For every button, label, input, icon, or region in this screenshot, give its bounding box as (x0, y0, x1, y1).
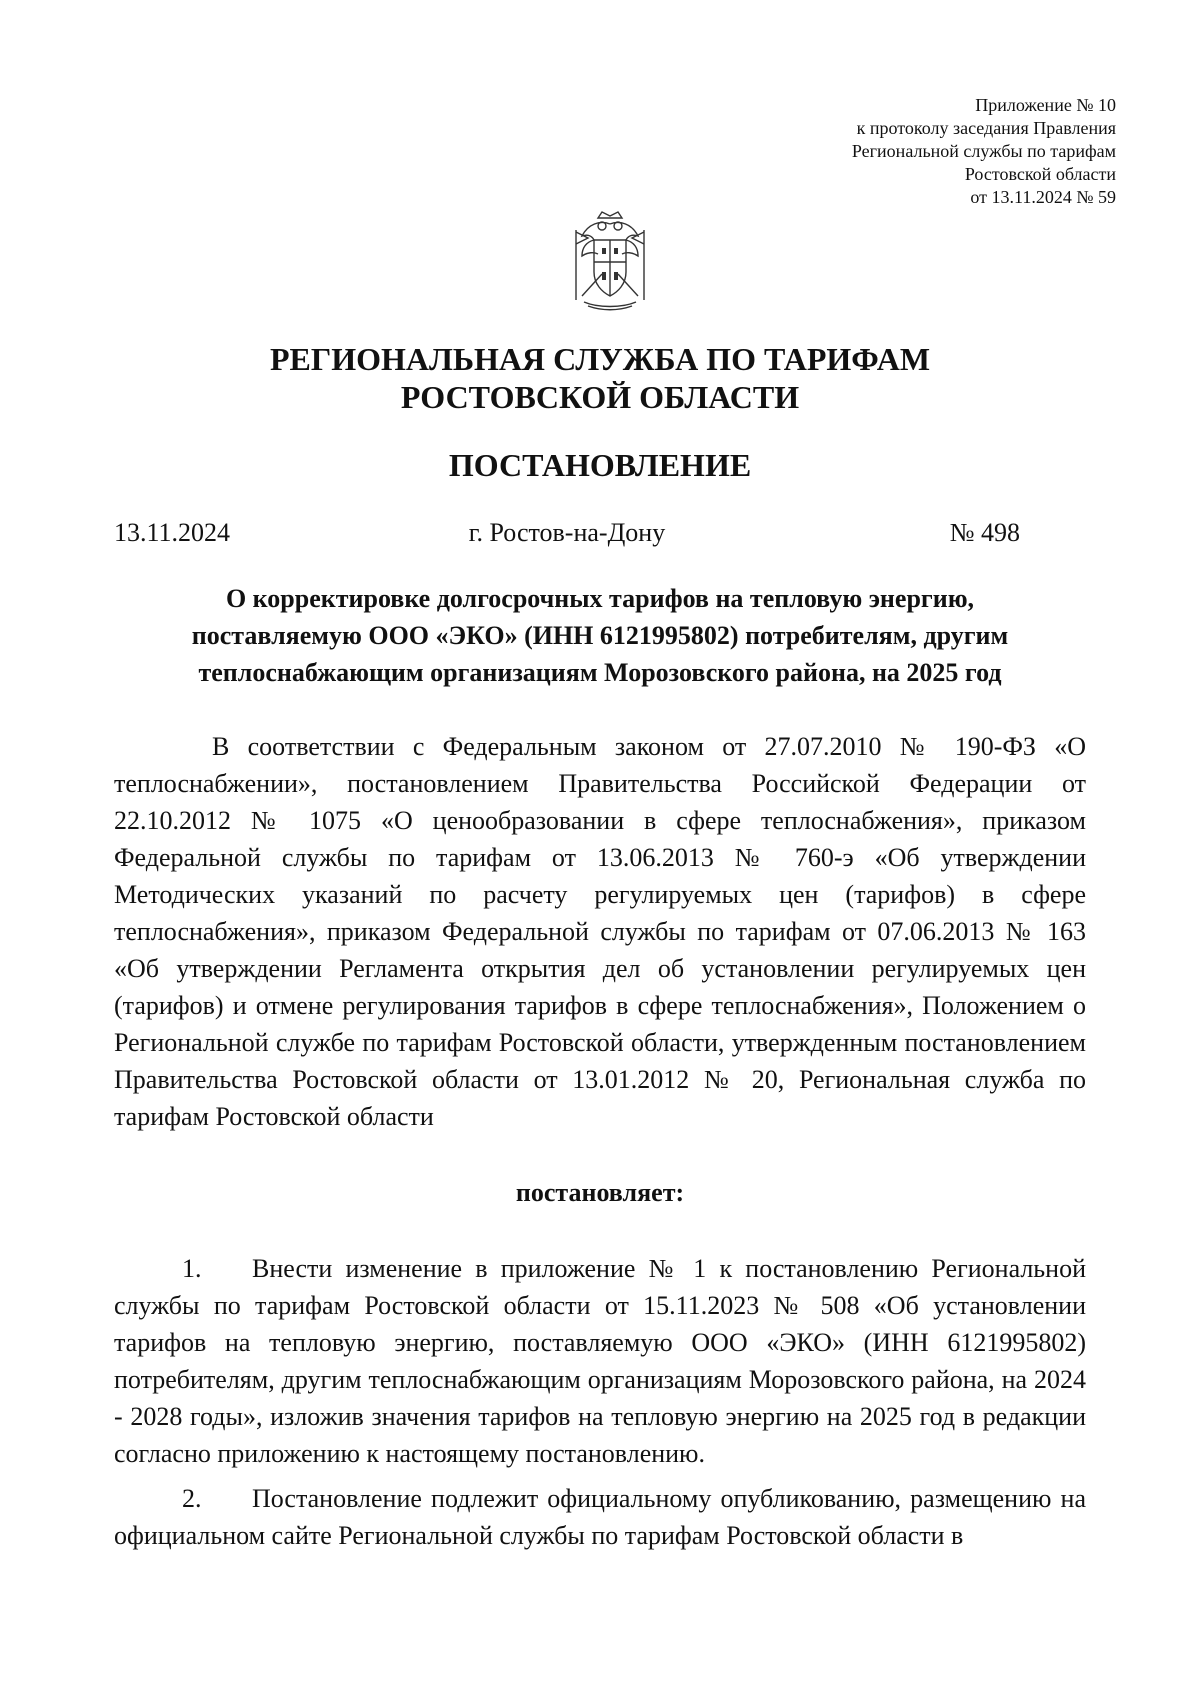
appendix-line: Приложение № 10 (975, 95, 1116, 115)
appendix-line: к протоколу заседания Правления (856, 118, 1116, 138)
document-city: г. Ростов-на-Дону (468, 518, 666, 547)
subject-line: поставляемую ООО «ЭКО» (ИНН 6121995802) потребителям, другим (191, 621, 1009, 650)
subject-line: теплоснабжающим организациям Морозовского района, на 2025 год (198, 658, 1002, 687)
document-number: № 498 (949, 518, 1020, 547)
document-date: 13.11.2024 (114, 518, 231, 547)
rostov-region-coat-of-arms-icon (558, 210, 662, 314)
resolution-items (114, 1250, 1086, 1562)
appendix-note (852, 94, 1116, 209)
resolution-item (114, 1480, 1086, 1554)
preamble-paragraph: В соответствии с Федеральным законом от 27.07.2010 № 190-ФЗ «О теплоснабжении», постановлением Правительства Российской Федерации от 22.10.2012 № 1075 «О ценообразовании в сфере теплоснабжения», приказом Федеральной службы по тарифам от 13.06.2013 № 760-э «Об утверждении Методических указаний по расчету регулируемых цен (тарифов) в сфере теплоснабжения», приказом Федеральной службы по тарифам от 07.06.2013 № 163 «Об утверждении Регламента открытия дел об установлении регулируемых цен (тарифов) и отмене регулирования тарифов в сфере теплоснабжения», Положением о Региональной службе по тарифам Ростовской области, утвержденным постановлением Правительства Ростовской области от 13.01.2012 № 20, Региональная служба по тарифам Ростовской области (114, 732, 1086, 1131)
document-type-title: ПОСТАНОВЛЕНИЕ (448, 447, 752, 483)
resolution-item (114, 1250, 1086, 1472)
subject-line: О корректировке долгосрочных тарифов на тепловую энергию, (225, 584, 975, 613)
item-text: Внести изменение в приложение № 1 к постановлению Региональной службы по тарифам Ростовской области от 15.11.2023 № 508 «Об установлении тарифов на тепловую энергию, поставляемую ООО «ЭКО» (ИНН 6121995802) потребителям, другим теплоснабжающим организациям Морозовского района, на 2024 - 2028 годы», изложив значения тарифов на тепловую энергию на 2025 год в редакции согласно приложению к настоящему постановлению. (114, 1254, 1086, 1468)
agency-name (0, 340, 1200, 416)
agency-name-line: РЕГИОНАЛЬНАЯ СЛУЖБА ПО ТАРИФАМ (269, 341, 931, 377)
appendix-line: Региональной службы по тарифам (851, 141, 1116, 161)
item-number: 1. (182, 1254, 202, 1283)
document-body (114, 728, 1086, 1135)
agency-name-line: РОСТОВСКОЙ ОБЛАСТИ (400, 379, 800, 415)
resolve-heading: постановляет: (515, 1178, 685, 1207)
document-meta-row (114, 516, 1020, 550)
appendix-line: Ростовской области (964, 164, 1116, 184)
item-number: 2. (182, 1484, 202, 1513)
item-text: Постановление подлежит официальному опубликованию, размещению на официальном сайте Региональной службы по тарифам Ростовской области в (114, 1484, 1086, 1550)
document-subject (114, 580, 1086, 691)
appendix-line: от 13.11.2024 № 59 (970, 187, 1116, 207)
